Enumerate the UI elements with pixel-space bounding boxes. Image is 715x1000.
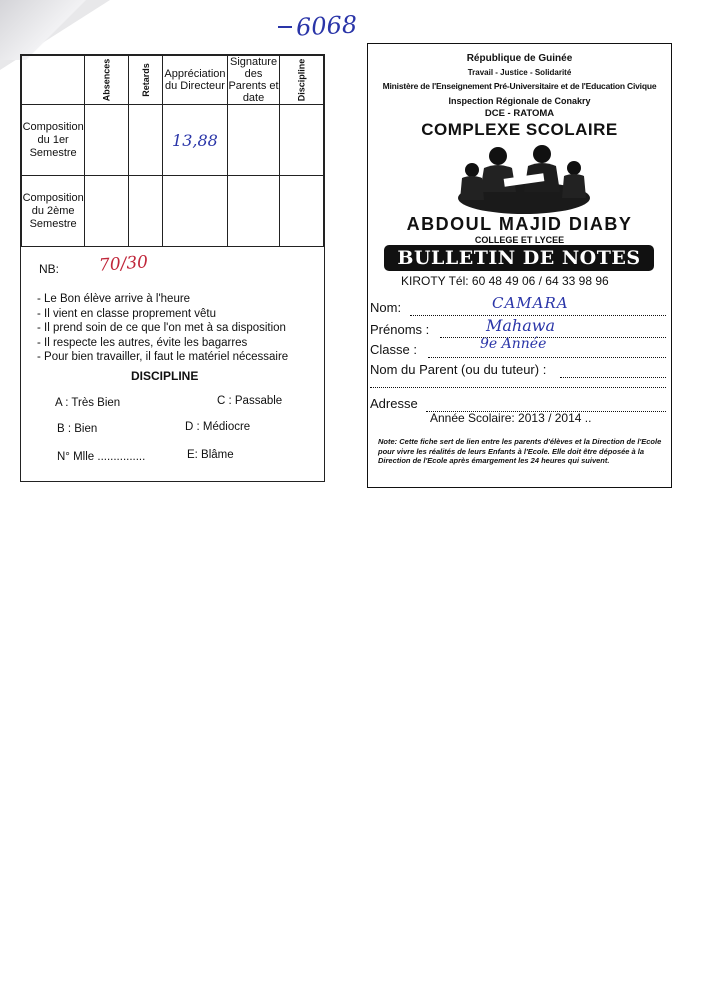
grades-header-row	[22, 56, 324, 105]
discipline-option-n: N° Mlle ...............	[57, 451, 146, 463]
semester-2-discipline	[280, 176, 324, 247]
absences-header: Absences	[85, 56, 129, 105]
complexe-title: COMPLEXE SCOLAIRE	[421, 120, 618, 139]
discipline-option-b: B : Bien	[57, 423, 98, 435]
rules-list	[37, 292, 288, 365]
semester-2-absences	[85, 176, 129, 247]
semester-2-appreciation	[163, 176, 227, 247]
semester-1-discipline	[280, 105, 324, 176]
nom-label: Nom:	[370, 300, 402, 315]
nb-label: NB:	[39, 262, 60, 276]
parent-line-2	[370, 386, 666, 388]
rule-item: - Il respecte les autres, évite les bagarres	[37, 336, 248, 349]
classe-label: Classe :	[370, 342, 417, 357]
document-title: BULLETIN DE NOTES	[397, 247, 641, 269]
discipline-option-e: E: Blâme	[187, 449, 234, 461]
discipline-option-d: D : Médiocre	[185, 421, 251, 433]
semester-1-appreciation: 13,88	[163, 105, 227, 176]
grades-row-semester-2	[22, 176, 324, 247]
retards-header: Retards	[128, 56, 163, 105]
rule-item: - Le Bon élève arrive à l'heure	[37, 293, 191, 305]
adresse-label: Adresse	[370, 396, 418, 411]
dce-line: DCE - RATOMA	[484, 108, 555, 119]
ministry-line: Ministère de l'Enseignement Pré-Universitaire et de l'Education Civique	[382, 81, 657, 91]
folded-corner-shadow	[0, 0, 95, 60]
handwritten-reference-number: 6068	[295, 10, 358, 42]
rule-item: - Il prend soin de ce que l'on met à sa disposition	[37, 322, 286, 334]
contact-line: KIROTY Tél: 60 48 49 06 / 64 33 98 96	[401, 274, 609, 288]
student-nom: CAMARA	[492, 294, 569, 312]
school-name: ABDOUL MAJID DIABY	[406, 214, 633, 234]
discipline-title: DISCIPLINE	[131, 369, 199, 383]
discipline-option-c: C : Passable	[217, 395, 283, 407]
semester-2-label: Composition du 2ème Semestre	[22, 176, 85, 247]
grades-table	[21, 55, 324, 247]
nb-value: 70/30	[98, 252, 149, 276]
semester-1-signature	[227, 105, 280, 176]
semester-1-absences	[85, 105, 129, 176]
empty-corner-cell	[22, 56, 85, 105]
inspection-line: Inspection Régionale de Conakry	[448, 96, 591, 106]
motto-line: Travail - Justice - Solidarité	[467, 68, 572, 77]
student-classe: 9e Année	[480, 336, 547, 352]
note-text: Note: Cette fiche sert de lien entre les parents d'élèves et la Direction de l'Ecole pour vivre les réalités de leurs Enfants à l'Ecole. Elle doit être déposée à la Direction de l'Ecole après émargement les 24 heures qui suivent.	[378, 437, 662, 465]
rule-item: - Il vient en classe proprement vêtu	[37, 307, 216, 320]
report-cover-card	[367, 43, 672, 488]
parent-line	[560, 376, 666, 378]
discipline-option-a: A : Très Bien	[55, 397, 121, 409]
appreciation-header: Appréciation du Directeur	[163, 56, 227, 105]
student-prenoms: Mahawa	[486, 316, 555, 335]
semester-2-retards	[128, 176, 163, 247]
discipline-header: Discipline	[280, 56, 324, 105]
semester-2-signature	[227, 176, 280, 247]
signature-header: Signature des Parents et date	[228, 56, 279, 104]
parent-label: Nom du Parent (ou du tuteur) :	[370, 362, 547, 377]
classe-line	[428, 356, 666, 358]
semester-1-retards	[128, 105, 163, 176]
prenoms-label: Prénoms :	[370, 322, 430, 337]
grades-card	[20, 54, 325, 482]
school-level: COLLEGE ET LYCEE	[474, 235, 565, 245]
prenoms-line	[440, 336, 666, 338]
ref-dash	[278, 26, 292, 28]
grades-row-semester-1	[22, 105, 324, 176]
republic-line: République de Guinée	[466, 53, 573, 64]
school-year: Année Scolaire: 2013 / 2014 ..	[430, 411, 592, 425]
students-logo-illustration	[454, 142, 594, 218]
rule-item: - Pour bien travailler, il faut le matériel nécessaire	[37, 351, 289, 363]
semester-1-label: Composition du 1er Semestre	[22, 105, 85, 176]
